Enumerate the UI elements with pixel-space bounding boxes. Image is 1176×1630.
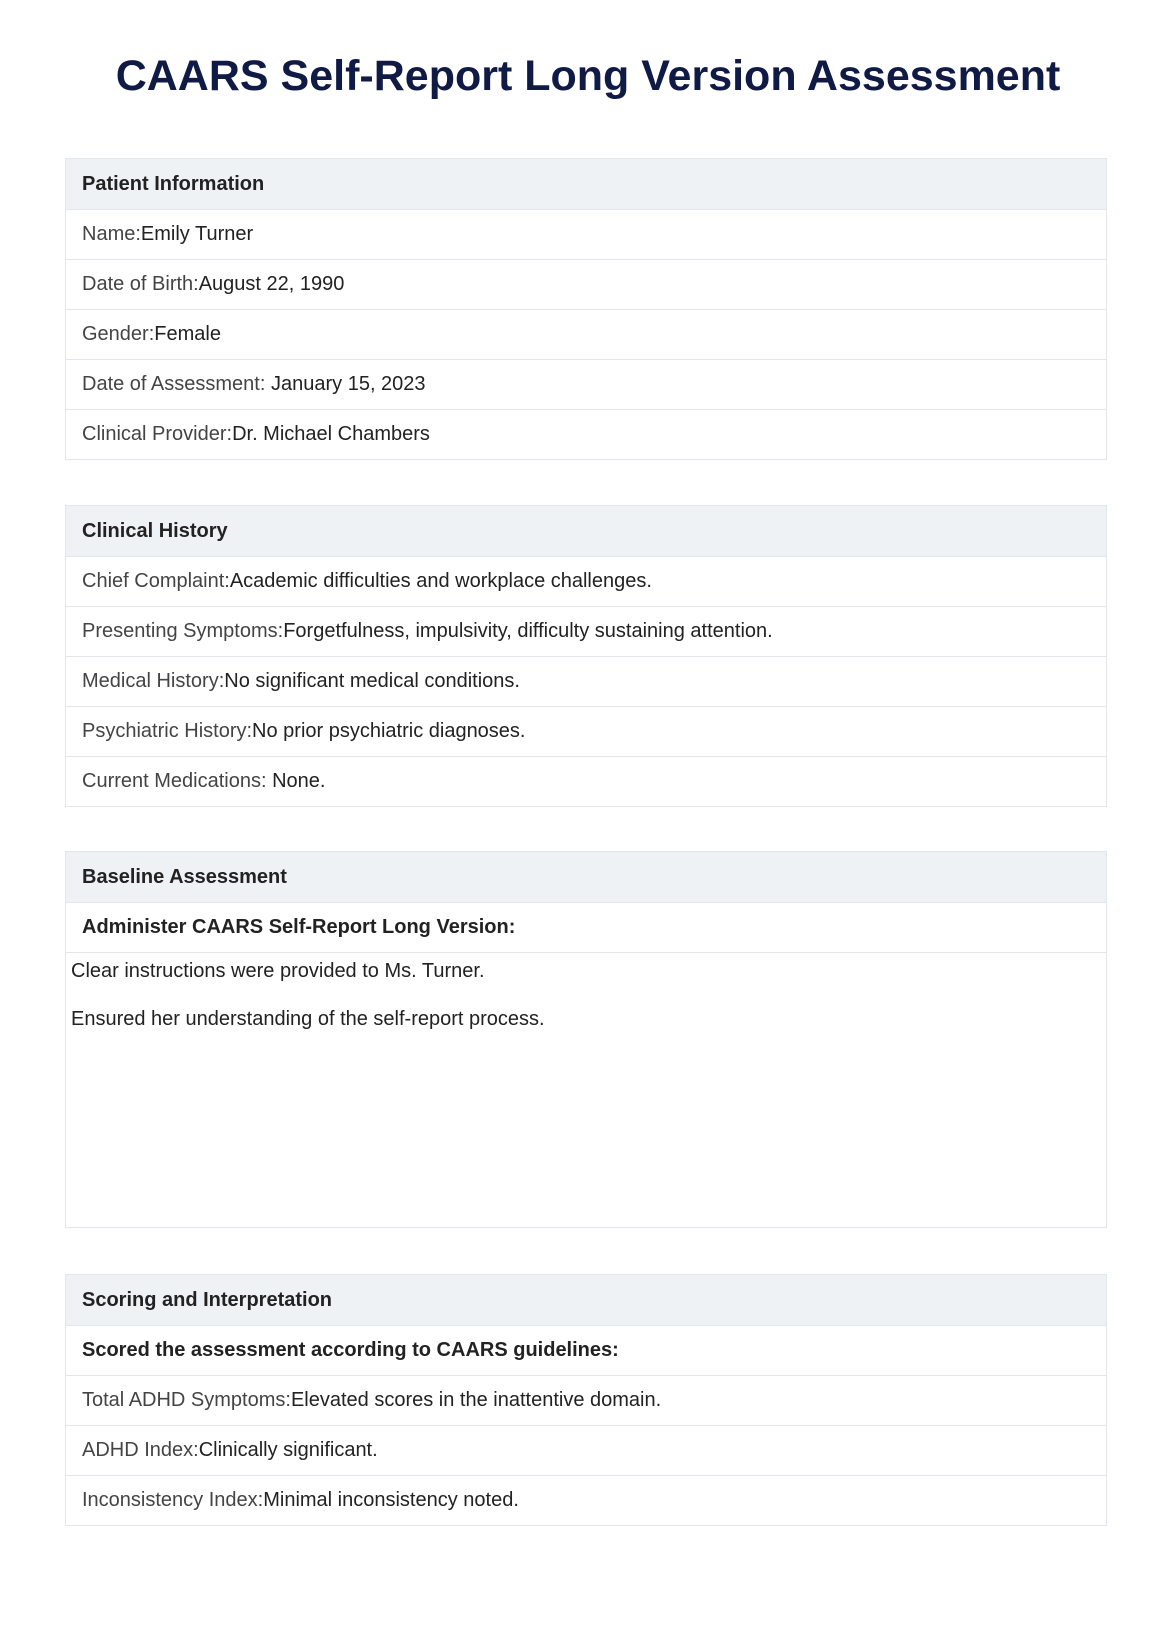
field-inconsistency-index	[66, 1476, 1106, 1525]
section-heading: Patient Information	[66, 159, 1106, 210]
field-value: Female	[154, 323, 221, 345]
field-current-medications	[66, 757, 1106, 806]
field-label: Chief Complaint:	[82, 570, 230, 592]
field-value: Elevated scores in the inattentive domain.	[290, 1389, 662, 1411]
field-value: No prior psychiatric diagnoses.	[252, 720, 526, 742]
field-date-of-assessment	[66, 360, 1106, 410]
field-label: ADHD Index:	[82, 1439, 199, 1461]
field-label: Name:	[82, 223, 141, 245]
field-label: Presenting Symptoms:	[82, 620, 284, 642]
scoring-interpretation-section	[65, 1274, 1107, 1526]
field-label: Date of Assessment:	[82, 373, 271, 395]
field-label: Psychiatric History:	[82, 720, 253, 742]
section-heading: Scoring and Interpretation	[66, 1275, 1106, 1326]
field-value: Minimal inconsistency noted.	[263, 1489, 519, 1511]
field-gender	[66, 310, 1106, 360]
note-text: Ensured her understanding of the self-report process.	[71, 1008, 545, 1030]
field-label: Gender:	[82, 323, 155, 345]
field-label: Medical History:	[82, 670, 225, 692]
field-medical-history	[66, 657, 1106, 707]
field-name	[66, 210, 1106, 260]
field-value: Clinically significant.	[198, 1439, 378, 1461]
note-text: Clear instructions were provided to Ms. Turner.	[71, 960, 485, 982]
field-value: January 15, 2023	[270, 373, 426, 395]
section-subheading: Administer CAARS Self-Report Long Version:	[66, 903, 1106, 953]
field-presenting-symptoms	[66, 607, 1106, 657]
baseline-assessment-section	[65, 851, 1107, 1228]
field-label: Clinical Provider:	[82, 423, 233, 445]
field-chief-complaint	[66, 557, 1106, 607]
field-label: Date of Birth:	[82, 273, 199, 295]
section-subheading: Scored the assessment according to CAARS guidelines:	[66, 1326, 1106, 1376]
page-title: CAARS Self-Report Long Version Assessment	[115, 52, 1061, 100]
field-value: Dr. Michael Chambers	[232, 423, 430, 445]
section-heading: Clinical History	[66, 506, 1106, 557]
field-total-adhd-symptoms	[66, 1376, 1106, 1426]
field-value: No significant medical conditions.	[224, 670, 520, 692]
field-value: Forgetfulness, impulsivity, difficulty sustaining attention.	[283, 620, 773, 642]
field-psychiatric-history	[66, 707, 1106, 757]
field-clinical-provider	[66, 410, 1106, 459]
field-value: Academic difficulties and workplace challenges.	[229, 570, 652, 592]
field-label: Total ADHD Symptoms:	[82, 1389, 291, 1411]
field-value: August 22, 1990	[198, 273, 345, 295]
field-label: Inconsistency Index:	[82, 1489, 264, 1511]
clinical-history-section	[65, 505, 1107, 807]
section-heading: Baseline Assessment	[66, 852, 1106, 903]
field-label: Current Medications:	[82, 770, 273, 792]
field-date-of-birth	[66, 260, 1106, 310]
patient-information-section	[65, 158, 1107, 460]
field-value: Emily Turner	[140, 223, 254, 245]
field-adhd-index	[66, 1426, 1106, 1476]
field-value: None.	[272, 770, 326, 792]
